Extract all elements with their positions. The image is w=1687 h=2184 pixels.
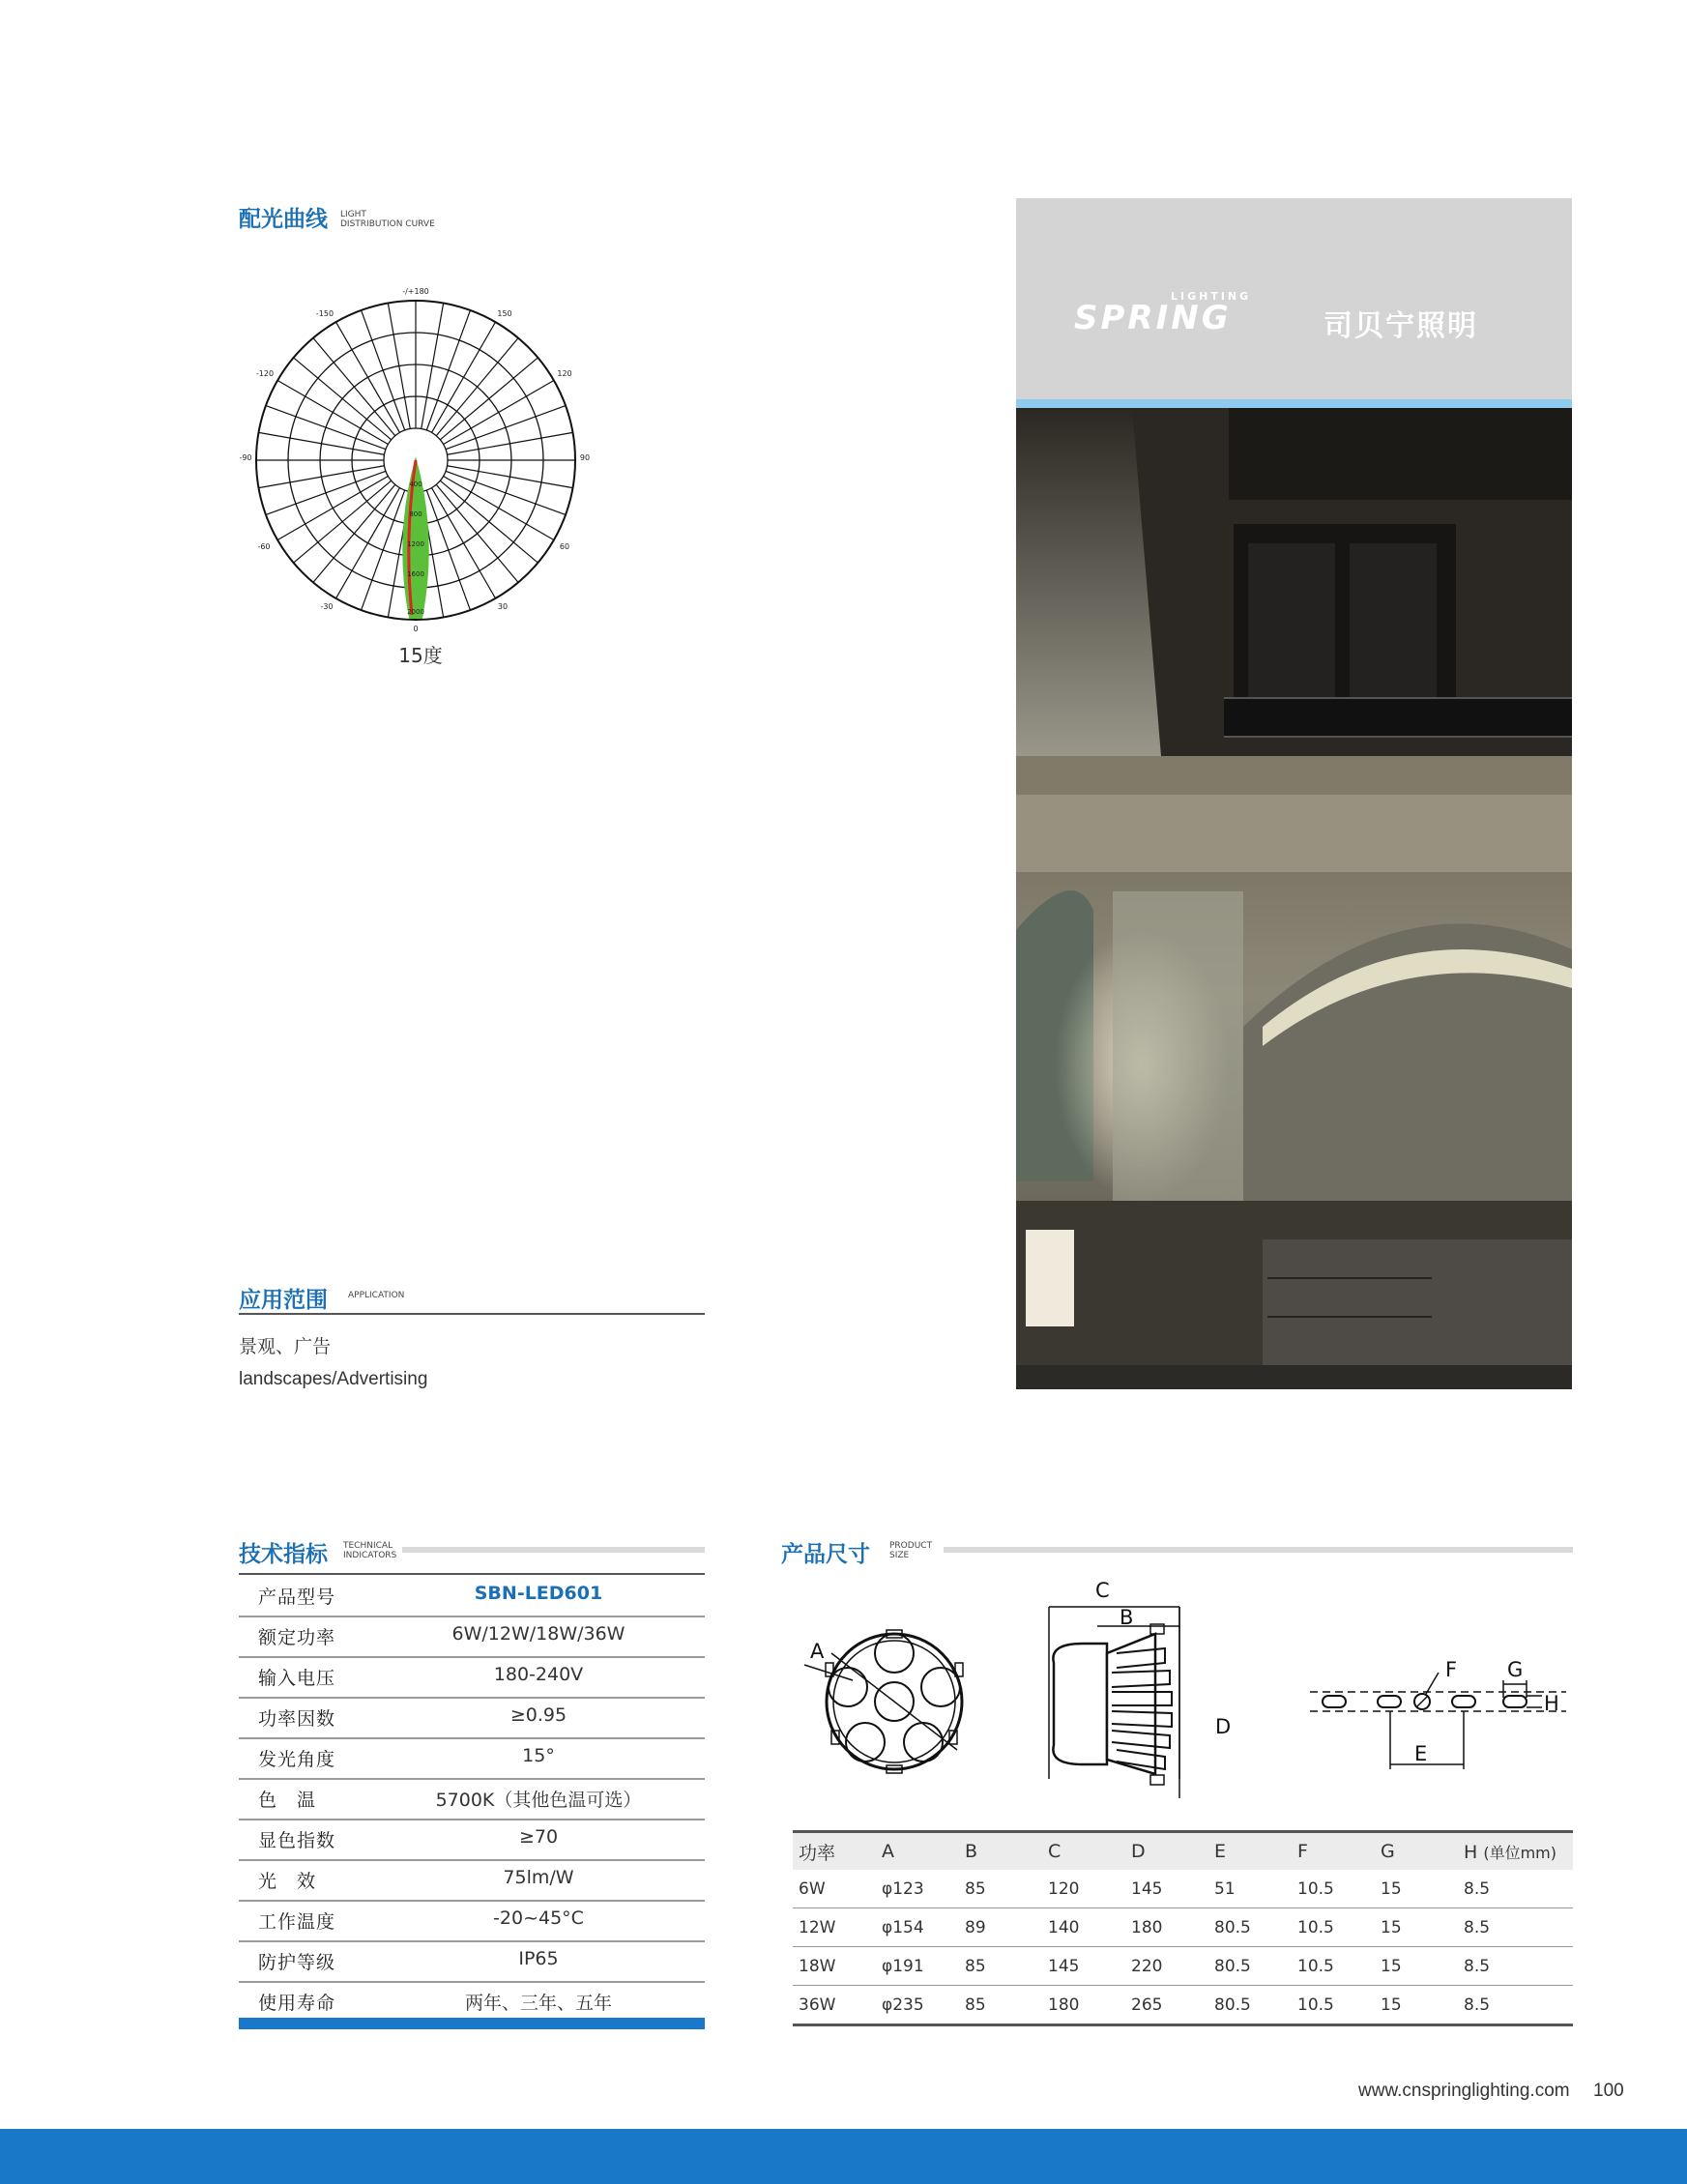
table-cell: 265 bbox=[1125, 1986, 1208, 2025]
dim-header-h bbox=[1458, 1832, 1573, 1871]
spec-value: 两年、三年、五年 bbox=[464, 1993, 612, 2014]
spec-value: ≥0.95 bbox=[509, 1704, 567, 1726]
spec-label: 功率因数 bbox=[258, 1708, 336, 1730]
spec-label: 使用寿命 bbox=[258, 1993, 336, 2014]
spec-value-model: SBN-LED601 bbox=[474, 1583, 603, 1604]
spec-label: 发光角度 bbox=[258, 1749, 336, 1770]
dimension-drawings bbox=[793, 1576, 1585, 1818]
side-view-drawing bbox=[1049, 1579, 1231, 1798]
spec-row bbox=[239, 1940, 705, 1983]
table-cell: φ123 bbox=[876, 1870, 959, 1908]
application-rule bbox=[239, 1313, 705, 1315]
spec-value: 5700K（其他色温可选） bbox=[435, 1790, 642, 1811]
dim-label-c: C bbox=[1095, 1579, 1110, 1602]
dim-label-h: H bbox=[1544, 1692, 1559, 1715]
dim-label-f: F bbox=[1445, 1658, 1458, 1681]
size-title-en-line1: PRODUCT bbox=[889, 1541, 933, 1551]
polar-spoke bbox=[259, 432, 385, 454]
dim-header: F bbox=[1292, 1832, 1375, 1871]
spec-row bbox=[239, 1737, 705, 1780]
polar-spoke bbox=[362, 310, 405, 430]
table-row bbox=[793, 1947, 1573, 1986]
table-cell: 8.5 bbox=[1458, 1947, 1573, 1986]
table-cell: 8.5 bbox=[1458, 1986, 1573, 2025]
table-cell: 85 bbox=[959, 1870, 1042, 1908]
dim-header: E bbox=[1208, 1832, 1292, 1871]
table-cell: 220 bbox=[1125, 1947, 1208, 1986]
table-cell: 145 bbox=[1042, 1947, 1125, 1986]
logo-main: SPRING bbox=[1074, 299, 1232, 337]
front-view-drawing bbox=[804, 1630, 963, 1773]
table-cell: 15 bbox=[1375, 1870, 1458, 1908]
polar-chart bbox=[232, 280, 599, 657]
application-text-en: landscapes/Advertising bbox=[239, 1369, 428, 1389]
tech-title: 技术指标 bbox=[239, 1542, 328, 1567]
footer-website: www.cnspringlighting.com bbox=[1358, 2081, 1570, 2101]
dim-unit: (单位mm) bbox=[1483, 1843, 1557, 1862]
table-cell: φ154 bbox=[876, 1908, 959, 1947]
table-row bbox=[793, 1908, 1573, 1947]
angle-label-left: -90 bbox=[239, 453, 252, 462]
spec-value: 6W/12W/18W/36W bbox=[451, 1623, 625, 1645]
dim-label-d: D bbox=[1215, 1715, 1232, 1738]
spec-label: 输入电压 bbox=[258, 1668, 336, 1689]
dim-header: H bbox=[1464, 1841, 1478, 1863]
angle-label-lower-right: 60 bbox=[559, 542, 570, 551]
angle-label-bottom-right: 30 bbox=[497, 602, 509, 611]
spec-row bbox=[239, 1575, 705, 1617]
tech-title-en-line2: INDICATORS bbox=[343, 1551, 397, 1560]
table-cell: 80.5 bbox=[1208, 1908, 1292, 1947]
dim-label-g: G bbox=[1507, 1658, 1524, 1681]
radial-label-1600: 1600 bbox=[407, 570, 424, 578]
spec-value: 75lm/W bbox=[503, 1867, 574, 1888]
table-cell: 10.5 bbox=[1292, 1986, 1375, 2025]
spec-row bbox=[239, 1819, 705, 1861]
application-text-cn: 景观、广告 bbox=[239, 1336, 332, 1357]
angle-label-bottom: 0 bbox=[413, 625, 419, 633]
product-photo bbox=[1016, 198, 1572, 1389]
spec-row bbox=[239, 1656, 705, 1699]
size-title: 产品尺寸 bbox=[781, 1542, 870, 1567]
table-cell: 145 bbox=[1125, 1870, 1208, 1908]
angle-label-bottom-left: -30 bbox=[320, 602, 334, 611]
logo-sub: LIGHTING bbox=[1171, 290, 1252, 303]
polar-spoke bbox=[422, 304, 444, 429]
application-title: 应用范围 bbox=[239, 1288, 328, 1313]
table-cell: 36W bbox=[793, 1986, 876, 2025]
table-cell: 180 bbox=[1125, 1908, 1208, 1947]
polar-spoke bbox=[447, 432, 572, 454]
table-cell: 180 bbox=[1042, 1986, 1125, 2025]
tech-title-en-line1: TECHNICAL bbox=[343, 1541, 393, 1551]
dimension-table bbox=[793, 1830, 1573, 2026]
angle-label-upper-left: -120 bbox=[255, 369, 275, 378]
table-cell: 8.5 bbox=[1458, 1870, 1573, 1908]
angle-label-top-left: -150 bbox=[315, 309, 334, 318]
size-title-en-line2: SIZE bbox=[889, 1551, 910, 1560]
table-cell: 15 bbox=[1375, 1947, 1458, 1986]
footer-page-number: 100 bbox=[1593, 2081, 1624, 2101]
table-cell: 10.5 bbox=[1292, 1908, 1375, 1947]
angle-label-top-right: 150 bbox=[497, 309, 512, 318]
angle-label-upper-right: 120 bbox=[557, 369, 572, 378]
spec-label: 额定功率 bbox=[258, 1627, 336, 1648]
spec-label: 工作温度 bbox=[258, 1911, 336, 1933]
light-curve-title-en bbox=[340, 210, 435, 229]
light-curve-title: 配光曲线 bbox=[239, 207, 328, 232]
spec-row bbox=[239, 1697, 705, 1739]
dim-header: C bbox=[1042, 1832, 1125, 1871]
table-cell: 89 bbox=[959, 1908, 1042, 1947]
table-row bbox=[793, 1986, 1573, 2025]
dim-header: A bbox=[876, 1832, 959, 1871]
table-row bbox=[793, 1870, 1573, 1908]
table-cell: 120 bbox=[1042, 1870, 1125, 1908]
light-curve-title-en-line2: DISTRIBUTION CURVE bbox=[340, 219, 435, 229]
spec-value: 15° bbox=[522, 1745, 555, 1766]
polar-spoke bbox=[446, 406, 566, 450]
dim-label-b: B bbox=[1120, 1606, 1134, 1629]
footer-bar bbox=[0, 2129, 1687, 2184]
spec-row bbox=[239, 1900, 705, 1942]
dim-label-e: E bbox=[1414, 1742, 1428, 1765]
table-cell: 51 bbox=[1208, 1870, 1292, 1908]
size-title-rule bbox=[944, 1547, 1573, 1553]
size-title-en bbox=[889, 1541, 932, 1560]
table-cell: 6W bbox=[793, 1870, 876, 1908]
polar-spoke bbox=[362, 490, 405, 610]
cable-detail-drawing bbox=[1310, 1658, 1566, 1769]
table-cell: 85 bbox=[959, 1947, 1042, 1986]
polar-spoke bbox=[447, 466, 572, 488]
building-night-scene bbox=[1016, 408, 1572, 1389]
spec-row bbox=[239, 1616, 705, 1658]
angle-label-right: 90 bbox=[579, 453, 591, 462]
table-cell: 8.5 bbox=[1458, 1908, 1573, 1947]
tech-bottom-bar bbox=[239, 2018, 705, 2029]
spec-label: 产品型号 bbox=[258, 1587, 336, 1608]
polar-spoke bbox=[446, 471, 566, 514]
dimension-table-header bbox=[793, 1832, 1573, 1871]
spec-value: ≥70 bbox=[518, 1826, 559, 1848]
spec-value: 180-240V bbox=[493, 1664, 584, 1685]
radial-label-2000: 2000 bbox=[407, 608, 424, 616]
table-cell: 140 bbox=[1042, 1908, 1125, 1947]
table-cell: 15 bbox=[1375, 1986, 1458, 2025]
light-curve-caption: 15度 bbox=[398, 644, 443, 667]
polar-spoke bbox=[259, 466, 385, 488]
spec-row bbox=[239, 1981, 705, 2022]
table-cell: 15 bbox=[1375, 1908, 1458, 1947]
radial-label-1200: 1200 bbox=[407, 540, 424, 548]
angle-label-top: -/+180 bbox=[402, 287, 429, 296]
table-cell: 10.5 bbox=[1292, 1870, 1375, 1908]
spec-label: 光 效 bbox=[258, 1871, 317, 1892]
spec-value: IP65 bbox=[518, 1948, 559, 1969]
polar-spoke bbox=[266, 406, 386, 450]
radial-label-400: 400 bbox=[409, 480, 422, 488]
dim-header: D bbox=[1125, 1832, 1208, 1871]
table-cell: 10.5 bbox=[1292, 1947, 1375, 1986]
polar-spoke bbox=[426, 310, 470, 430]
photo-accent-stripe bbox=[1016, 399, 1572, 408]
table-cell: φ235 bbox=[876, 1986, 959, 2025]
tech-title-en bbox=[343, 1541, 396, 1560]
radial-label-800: 800 bbox=[409, 510, 422, 518]
spec-label: 色 温 bbox=[258, 1790, 317, 1811]
table-cell: 85 bbox=[959, 1986, 1042, 2025]
polar-spoke bbox=[266, 471, 386, 514]
table-cell: φ191 bbox=[876, 1947, 959, 1986]
tech-title-rule bbox=[402, 1547, 705, 1553]
logo-cn: 司贝宁照明 bbox=[1323, 309, 1478, 343]
polar-spoke bbox=[426, 490, 470, 610]
table-cell: 80.5 bbox=[1208, 1947, 1292, 1986]
spec-value: -20~45°C bbox=[493, 1907, 584, 1929]
spec-row bbox=[239, 1778, 705, 1820]
spec-label: 显色指数 bbox=[258, 1830, 336, 1851]
application-title-en: APPLICATION bbox=[348, 1291, 405, 1300]
spec-row bbox=[239, 1859, 705, 1902]
dim-header: B bbox=[959, 1832, 1042, 1871]
light-curve-title-en-line1: LIGHT bbox=[340, 210, 366, 219]
table-cell: 18W bbox=[793, 1947, 876, 1986]
dim-header: G bbox=[1375, 1832, 1458, 1871]
angle-label-lower-left: -60 bbox=[257, 542, 271, 551]
dim-header: 功率 bbox=[793, 1832, 876, 1871]
table-cell: 12W bbox=[793, 1908, 876, 1947]
spec-label: 防护等级 bbox=[258, 1952, 336, 1973]
brand-header bbox=[1016, 198, 1572, 399]
table-cell: 80.5 bbox=[1208, 1986, 1292, 2025]
dim-label-a: A bbox=[810, 1640, 825, 1663]
polar-spoke bbox=[388, 304, 410, 429]
